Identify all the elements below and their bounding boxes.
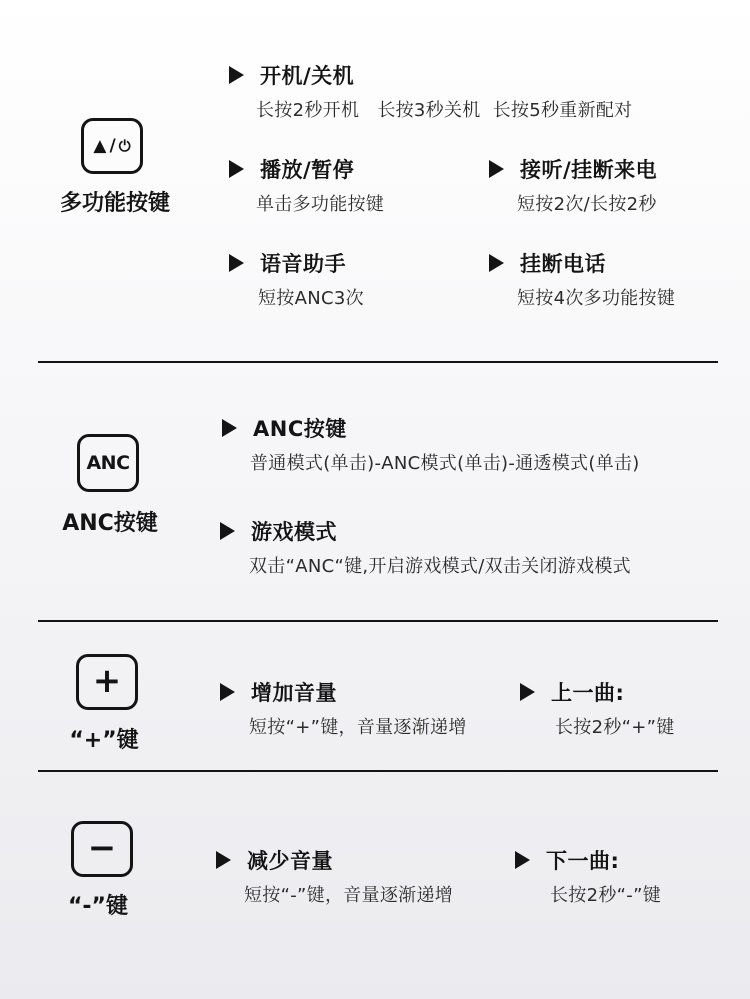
minus-icon: − bbox=[87, 827, 117, 868]
item-desc: 普通模式(单击)-ANC模式(单击)-通透模式(单击) bbox=[250, 453, 640, 474]
bullet-triangle-icon bbox=[229, 254, 244, 272]
power-on-off-item bbox=[229, 60, 632, 122]
section-divider bbox=[38, 620, 718, 622]
bullet-triangle-icon bbox=[489, 254, 504, 272]
volume-down-item bbox=[216, 845, 453, 907]
previous-track-item bbox=[520, 677, 675, 739]
bullet-triangle-icon bbox=[220, 522, 235, 540]
item-title: 挂断电话 bbox=[520, 252, 606, 276]
bullet-triangle-icon bbox=[229, 160, 244, 178]
anc-key-item bbox=[222, 413, 640, 475]
item-title: 开机/关机 bbox=[260, 64, 355, 88]
item-desc: 双击“ANC“键,开启游戏模式/双击关闭游戏模式 bbox=[249, 556, 631, 577]
item-desc: 长按2秒“+”键 bbox=[555, 717, 675, 738]
minus-key-label: “-”键 bbox=[67, 894, 129, 919]
item-title: 播放/暂停 bbox=[260, 158, 355, 182]
power-icon: ⏻ bbox=[118, 137, 131, 155]
play-triangle-icon: ▲ bbox=[93, 136, 107, 156]
item-desc: 短按4次多功能按键 bbox=[517, 288, 676, 309]
bullet-triangle-icon bbox=[229, 66, 244, 84]
anc-key-label: ANC按键 bbox=[62, 511, 158, 536]
bullet-triangle-icon bbox=[222, 419, 237, 437]
bullet-triangle-icon bbox=[220, 683, 235, 701]
item-title: 减少音量 bbox=[247, 849, 333, 873]
minus-key-icon bbox=[71, 821, 133, 877]
item-desc: 短按ANC3次 bbox=[258, 288, 364, 309]
multi-function-key-label: 多功能按键 bbox=[59, 191, 171, 216]
item-desc: 短按“+”键，音量逐渐递增 bbox=[249, 717, 467, 738]
item-title: 增加音量 bbox=[251, 681, 337, 705]
item-title: 语音助手 bbox=[260, 252, 346, 276]
item-desc: 长按2秒“-”键 bbox=[550, 885, 661, 906]
play-pause-item bbox=[229, 154, 384, 216]
item-title: 游戏模式 bbox=[251, 520, 337, 544]
bullet-triangle-icon bbox=[489, 160, 504, 178]
item-desc: 短按2次/长按2秒 bbox=[517, 194, 657, 215]
bullet-triangle-icon bbox=[216, 851, 231, 869]
answer-hangup-item bbox=[489, 154, 657, 216]
item-title: ANC按键 bbox=[253, 417, 347, 441]
section-divider bbox=[38, 361, 718, 363]
item-title: 接听/挂断来电 bbox=[520, 158, 658, 182]
item-title: 下一曲: bbox=[546, 849, 620, 873]
multi-function-key-icon bbox=[81, 118, 143, 174]
plus-key-label: “+”键 bbox=[69, 728, 139, 753]
game-mode-item bbox=[220, 516, 631, 578]
hang-up-call-item bbox=[489, 248, 675, 310]
section-divider bbox=[38, 770, 718, 772]
anc-key-icon bbox=[77, 434, 139, 492]
anc-key-icon-text: ANC bbox=[86, 452, 130, 474]
item-desc: 长按2秒开机 长按3秒关机 长按5秒重新配对 bbox=[256, 100, 633, 121]
voice-assistant-item bbox=[229, 248, 364, 310]
next-track-item bbox=[515, 845, 661, 907]
item-title: 上一曲: bbox=[551, 681, 625, 705]
item-desc: 短按“-”键，音量逐渐递增 bbox=[244, 885, 454, 906]
plus-key-icon bbox=[76, 654, 138, 710]
bullet-triangle-icon bbox=[515, 851, 530, 869]
plus-icon: + bbox=[92, 660, 122, 701]
item-desc: 单击多功能按键 bbox=[256, 194, 385, 215]
volume-up-item bbox=[220, 677, 467, 739]
slash-glyph: / bbox=[109, 136, 116, 156]
bullet-triangle-icon bbox=[520, 683, 535, 701]
